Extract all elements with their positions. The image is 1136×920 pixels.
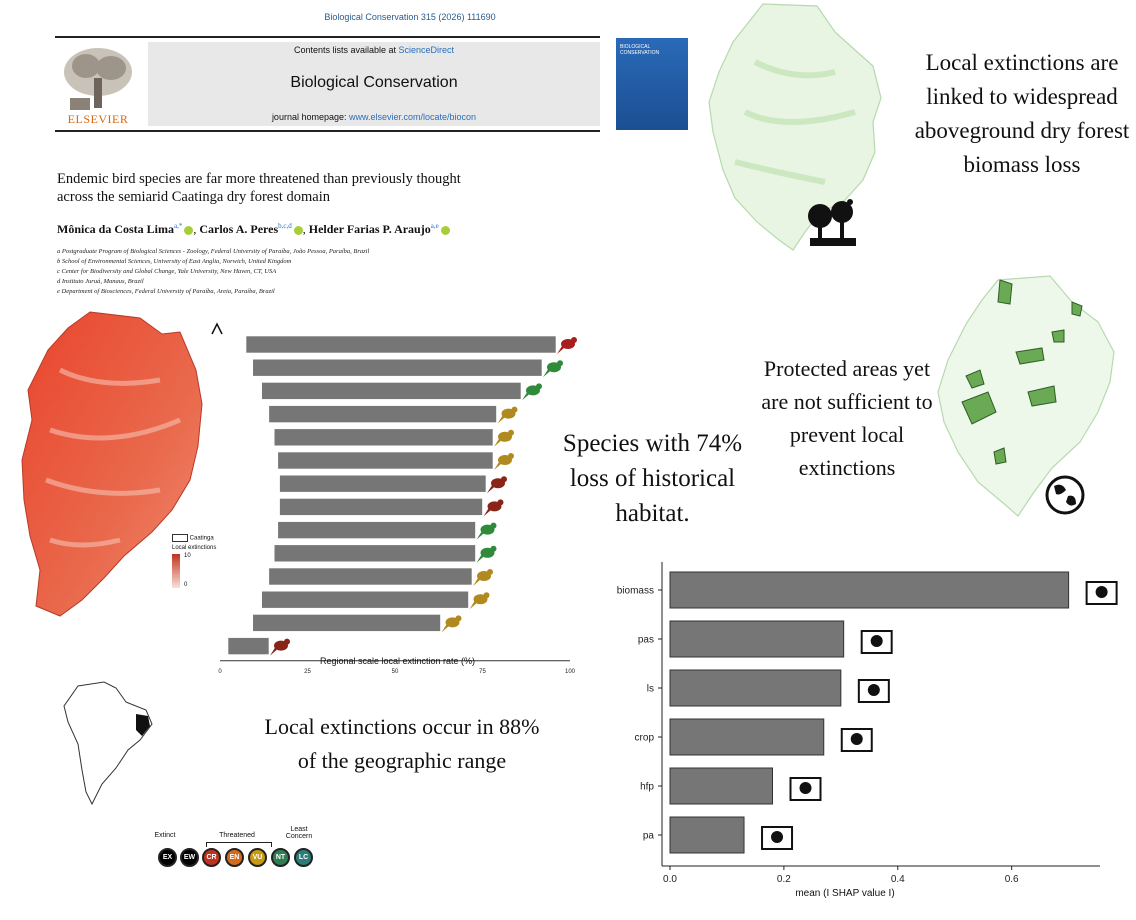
bird-head xyxy=(456,615,462,621)
bird-yellow-icon xyxy=(470,592,490,609)
bird-head xyxy=(508,453,514,459)
bird-yellow-icon xyxy=(498,407,518,424)
shap-bar xyxy=(670,768,773,804)
shap-bar xyxy=(670,670,841,706)
article-title xyxy=(57,170,637,206)
bird-head xyxy=(512,407,518,413)
bird-tail xyxy=(498,416,505,424)
x-tick-label: 100 xyxy=(564,668,576,675)
x-tick-label: 75 xyxy=(479,668,486,675)
orcid-icon[interactable] xyxy=(184,226,193,235)
protected-areas-statement: Protected areas yet are not sufficient to prevent local extinctions xyxy=(761,356,933,480)
iucn-badge: VU xyxy=(248,848,267,867)
author-affiliation-sup: a,* xyxy=(174,222,183,230)
bird-head xyxy=(284,639,290,645)
article-title-line1: Endemic bird species are far more threatened than previously thought xyxy=(57,171,461,187)
article-title-line2: across the semiarid Caatinga dry forest domain xyxy=(57,189,331,205)
bird-tail xyxy=(557,346,564,354)
iucn-extinct-label: Extinct xyxy=(154,832,176,839)
parrot-red-icon xyxy=(557,337,577,354)
bird-green-icon xyxy=(477,523,497,540)
shap-bar xyxy=(670,572,1069,608)
bird-head xyxy=(487,569,493,575)
extinction-rate-bar xyxy=(269,568,472,585)
parrot-green-icon xyxy=(522,383,542,400)
bird-yellow-icon xyxy=(442,615,462,632)
extinction-rate-xlabel: Regional scale local extinction rate (%) xyxy=(319,656,476,666)
icon-mark xyxy=(1096,586,1108,598)
shap-bar xyxy=(670,817,744,853)
map-legend-colorbar xyxy=(172,554,180,588)
extinction-rate-bar xyxy=(274,545,475,562)
bird-tail xyxy=(484,508,491,516)
author-list: Mônica da Costa Lima$^{a,*}$ , Carlos A. Peres$^{b,c,d}$ , Helder Farias P. Araujo$^{a,e}$ xyxy=(57,222,617,237)
protected-areas-map xyxy=(932,272,1132,532)
icon-mark xyxy=(868,684,880,696)
bird-dark-red-icon xyxy=(487,476,507,493)
bird-tail xyxy=(487,485,494,493)
bird-head xyxy=(491,523,497,529)
elsevier-wordmark[interactable]: ELSEVIER xyxy=(67,112,129,126)
shap-category-label: pas xyxy=(637,634,654,646)
globe-icon xyxy=(1044,474,1086,516)
bird-head xyxy=(536,383,542,389)
shap-category-label: ls xyxy=(646,683,654,695)
parrot-green-icon xyxy=(543,360,563,377)
cover-title: BIOLOGICAL CONSERVATION xyxy=(620,44,660,56)
author-affiliation-sup: a,e xyxy=(430,222,439,230)
crop-icon xyxy=(842,729,872,751)
affiliation-item: b School of Environmental Sciences, University of East Anglia, Norwich, United Kingdom xyxy=(57,258,292,265)
orcid-icon[interactable] xyxy=(441,226,450,235)
bird-tail xyxy=(442,624,449,632)
x-tick-label: 0.4 xyxy=(890,874,905,885)
affiliation-item: e Department of Biosciences, Federal University of Paraíba, Areia, Paraíba, Brazil xyxy=(57,288,275,295)
x-tick-label: 50 xyxy=(391,668,399,675)
south-america-locator-map xyxy=(56,680,156,810)
iucn-badge: CR xyxy=(202,848,221,867)
journal-header-box xyxy=(148,42,600,126)
bird-tail xyxy=(477,532,484,540)
author-name[interactable]: Mônica da Costa Lima xyxy=(57,222,174,236)
extinction-rate-bar xyxy=(253,614,441,631)
bird-green-icon xyxy=(477,546,497,563)
journal-cover-thumbnail[interactable] xyxy=(616,38,688,130)
shap-importance-chart xyxy=(560,560,1120,900)
bird-head xyxy=(484,592,490,598)
iucn-badge: EX xyxy=(158,848,177,867)
extinction-rate-bar xyxy=(262,591,469,608)
map-legend-outline xyxy=(172,534,214,542)
bird-tail xyxy=(473,578,480,586)
habitat-loss-statement: Species with 74% loss of historical habitat. xyxy=(562,430,743,527)
bird-yellow-icon xyxy=(473,569,493,586)
icon-mark xyxy=(771,831,783,843)
shap-xlabel: mean (I SHAP value I) xyxy=(795,888,895,899)
homepage-line xyxy=(148,112,600,122)
affiliation-item: d Instituto Juruá, Manaus, Brazil xyxy=(57,278,144,285)
extinction-rate-bar xyxy=(246,336,556,353)
author-name[interactable]: Helder Farias P. Araujo xyxy=(308,222,431,236)
bird-tail xyxy=(477,555,484,563)
author-name[interactable]: Carlos A. Peres xyxy=(199,222,279,236)
icon-mark xyxy=(871,635,883,647)
bird-tail xyxy=(270,648,277,656)
bird-head xyxy=(491,546,497,552)
extinction-rate-bar xyxy=(280,475,486,492)
bird-tail xyxy=(494,439,501,447)
map-legend-outline-label: Caatinga xyxy=(189,535,214,542)
bird-tail xyxy=(543,369,550,377)
iucn-badge: EN xyxy=(225,848,244,867)
icon-mark xyxy=(800,782,812,794)
iucn-badge: LC xyxy=(294,848,313,867)
contents-prefix: Contents lists available at xyxy=(293,45,399,55)
shap-category-label: pa xyxy=(642,830,654,842)
forest-icon xyxy=(1087,582,1117,604)
bird-tail xyxy=(522,392,529,400)
bird-head xyxy=(498,499,504,505)
iucn-threatened-label: Threatened xyxy=(219,832,255,839)
extinction-rate-bar xyxy=(269,406,497,423)
iucn-badge: EW xyxy=(180,848,199,867)
map-legend-min: 0 xyxy=(184,582,188,588)
bird-head xyxy=(571,337,577,343)
bird-yellow-icon xyxy=(494,453,514,470)
extinction-rate-bar xyxy=(274,429,493,446)
journal-citation[interactable]: Biological Conservation 315 (2026) 111690 xyxy=(324,12,496,22)
grass-icon xyxy=(862,631,892,653)
extinction-range-statement: Local extinctions occur in 88% of the geographic range xyxy=(264,714,540,773)
elsevier-tree-logo xyxy=(56,42,140,122)
iucn-least-concern-label: Least Concern xyxy=(285,826,313,840)
extinction-rate-bar xyxy=(280,498,483,515)
sciencedirect-link[interactable]: ScienceDirect xyxy=(398,45,455,55)
bird-head xyxy=(557,360,563,366)
iucn-threatened-bracket xyxy=(206,842,272,847)
bird-head xyxy=(501,476,507,482)
extinction-rate-bar xyxy=(278,452,493,469)
shap-bar xyxy=(670,719,824,755)
local-extinctions-map xyxy=(20,310,220,630)
x-tick-label: 0 xyxy=(218,668,222,675)
x-tick-label: 25 xyxy=(304,668,311,675)
forest-icon xyxy=(806,196,860,256)
bird-dark-red-icon xyxy=(484,499,504,516)
orcid-icon[interactable] xyxy=(294,226,303,235)
x-tick-label: 0.6 xyxy=(1004,874,1019,885)
affiliation-list xyxy=(57,247,617,297)
extinction-rate-bar xyxy=(228,638,269,655)
contents-line xyxy=(148,45,600,55)
bird-dark-red-icon xyxy=(270,639,290,656)
footprint-icon xyxy=(791,778,821,800)
biomass-statement: Local extinctions are linked to widespread aboveground dry forest biomass loss xyxy=(914,50,1130,177)
globe-icon xyxy=(762,827,792,849)
bird-tail xyxy=(470,601,477,609)
x-tick-label: 0.2 xyxy=(776,874,791,885)
shap-category-label: crop xyxy=(634,732,654,744)
extinction-rate-bar xyxy=(262,382,521,399)
homepage-prefix: journal homepage: xyxy=(271,112,349,122)
header-rule-bottom xyxy=(55,130,600,132)
affiliation-item: c Center for Biodiversity and Global Change, Yale University, New Haven, CT, USA xyxy=(57,268,277,275)
extinction-rate-bar xyxy=(253,359,542,376)
header-rule-top xyxy=(55,36,600,38)
map-legend-max: 10 xyxy=(184,553,191,559)
bird-head xyxy=(508,430,514,436)
author-affiliation-sup: b,c,d xyxy=(278,222,292,230)
extinction-rate-bar xyxy=(278,522,476,539)
shap-category-label: biomass xyxy=(616,585,654,597)
bird-tail xyxy=(494,462,501,470)
affiliation-item: a Postgraduate Program of Biological Sciences - Zoology, Federal University of Paraíba, João Pessoa, Paraíba, Brazil xyxy=(57,248,370,255)
shap-bar xyxy=(670,621,844,657)
icon-mark xyxy=(851,733,863,745)
map-legend-title: Local extinctions xyxy=(172,545,217,551)
shap-category-label: hfp xyxy=(640,781,654,793)
iucn-badge: NT xyxy=(271,848,290,867)
homepage-link[interactable]: www.elsevier.com/locate/biocon xyxy=(349,112,477,122)
bird-yellow-icon xyxy=(494,430,514,447)
biomass-map xyxy=(705,2,905,257)
x-tick-label: 0.0 xyxy=(663,874,677,885)
livestock-icon xyxy=(859,680,889,702)
journal-name: Biological Conservation xyxy=(290,74,458,91)
